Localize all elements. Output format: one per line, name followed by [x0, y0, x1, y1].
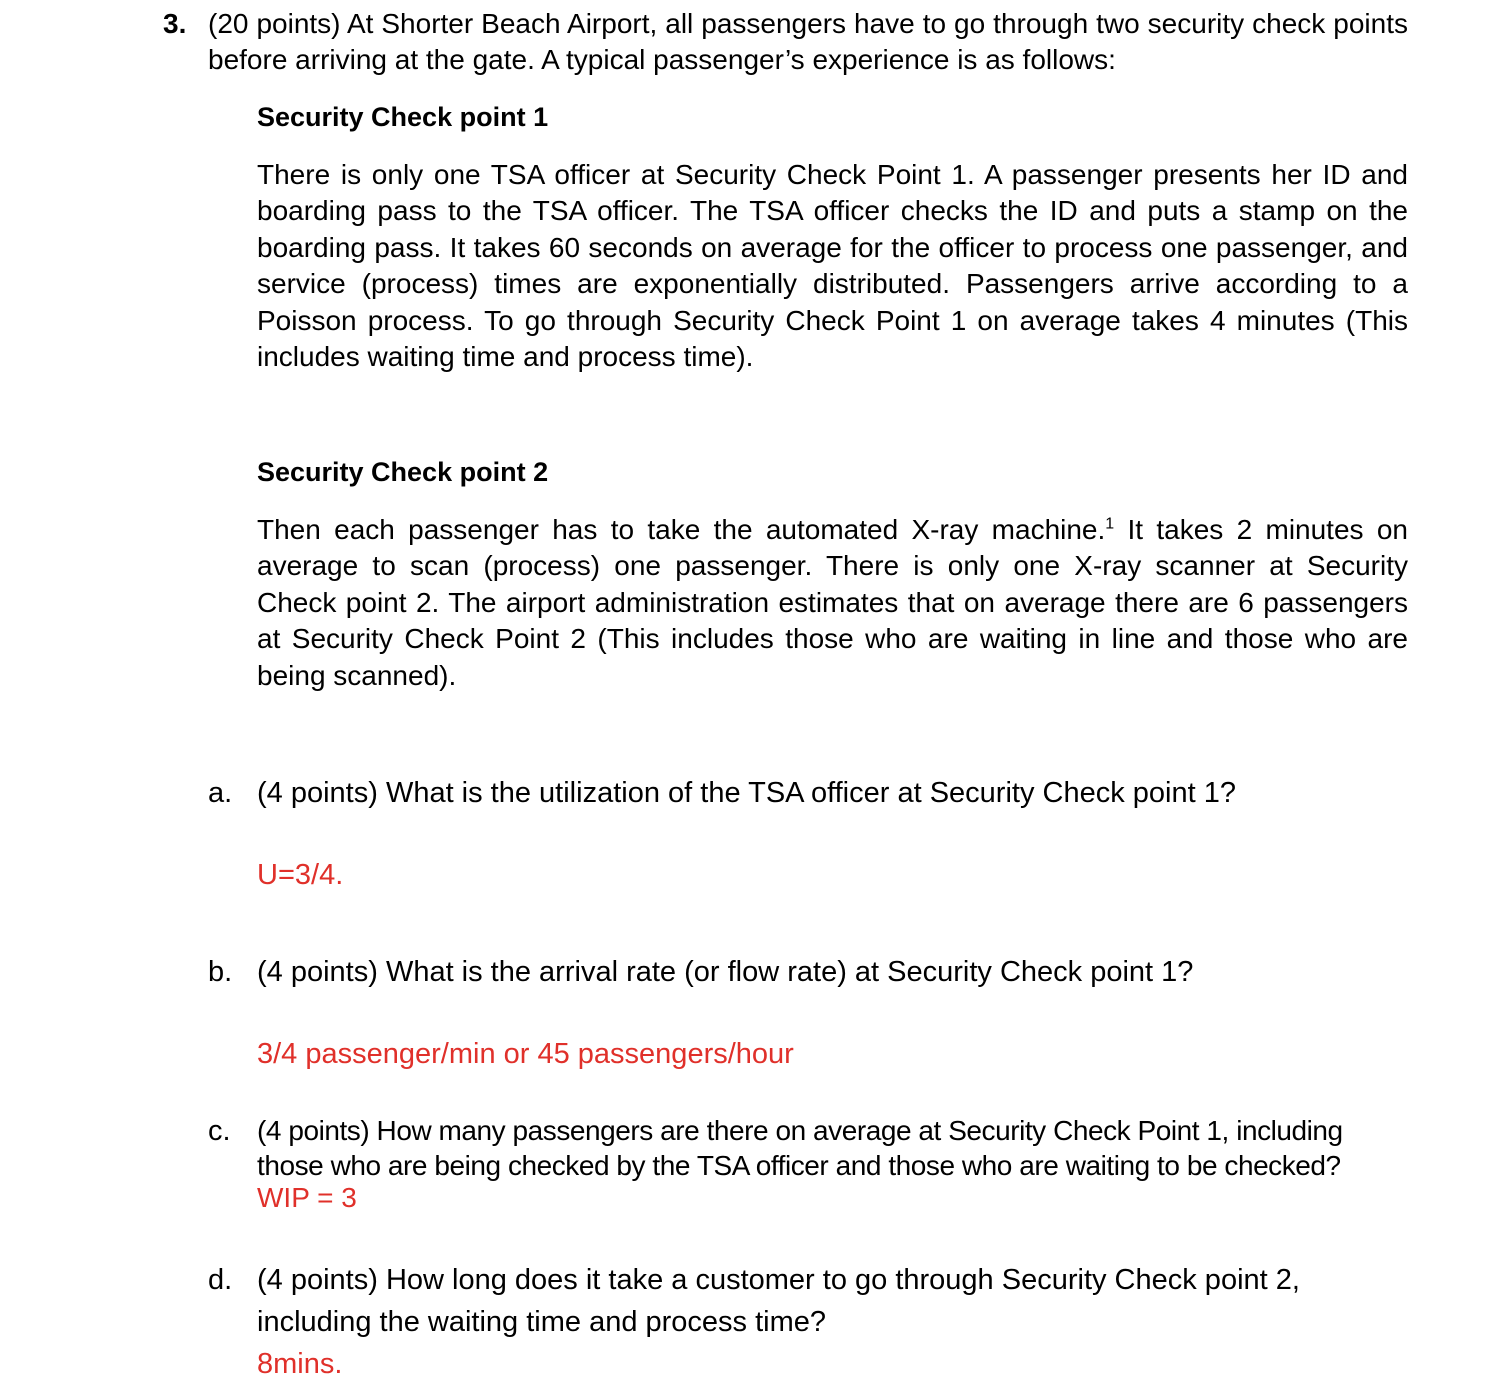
question-b-text: (4 points) What is the arrival rate (or flow rate) at Security Check point 1? [257, 956, 1194, 988]
checkpoint1-heading: Security Check point 1 [257, 102, 549, 132]
question-c-text: (4 points) How many passengers are there on average at Security Check Point 1, including those who are being checked by the TSA officer and those who are waiting to be checked? [257, 1115, 1343, 1181]
question-a-answer: U=3/4. [257, 859, 344, 891]
question-b-label: b. [208, 956, 233, 988]
question-a-label: a. [208, 777, 233, 809]
question-d-label: d. [208, 1264, 233, 1296]
checkpoint2-text [257, 512, 1408, 694]
problem-number: 3. [163, 8, 187, 39]
checkpoint1-text: There is only one TSA officer at Security Check Point 1. A passenger presents her ID and boarding pass to the TSA officer. The TSA officer checks the ID and puts a stamp on the boarding pass. It takes 60 seconds on average for the officer to process one passenger, and service (process) times are exponentially distributed. Passengers arrive according to a Poisson process. To go through Security Check Point 1 on average takes 4 minutes (This includes waiting time and process time). [257, 159, 1408, 373]
checkpoint2-text-after: It takes 2 minutes on average to scan (process) one passenger. There is only one X-ray scanner at Security Check point 2. The airport administration estimates that on average there are 6 passengers at Security Check Point 2 (This includes those who are waiting in line and those who are being scanned). [257, 514, 1408, 691]
question-c-answer: WIP = 3 [257, 1182, 357, 1213]
question-d-text: (4 points) How long does it take a customer to go through Security Check point 2, including the waiting time and process time? [257, 1264, 1300, 1338]
question-a-text: (4 points) What is the utilization of the TSA officer at Security Check point 1? [257, 777, 1236, 809]
question-b-answer: 3/4 passenger/min or 45 passengers/hour [257, 1038, 794, 1070]
question-d-answer: 8mins. [257, 1348, 343, 1380]
problem-intro: (20 points) At Shorter Beach Airport, all passengers have to go through two security check points before arriving at the gate. A typical passenger’s experience is as follows: [208, 8, 1408, 75]
question-c-label: c. [208, 1115, 231, 1147]
checkpoint2-text-before: Then each passenger has to take the automated X-ray machine. [257, 514, 1106, 545]
checkpoint2-heading: Security Check point 2 [257, 457, 549, 487]
footnote-marker: 1 [1105, 515, 1115, 533]
